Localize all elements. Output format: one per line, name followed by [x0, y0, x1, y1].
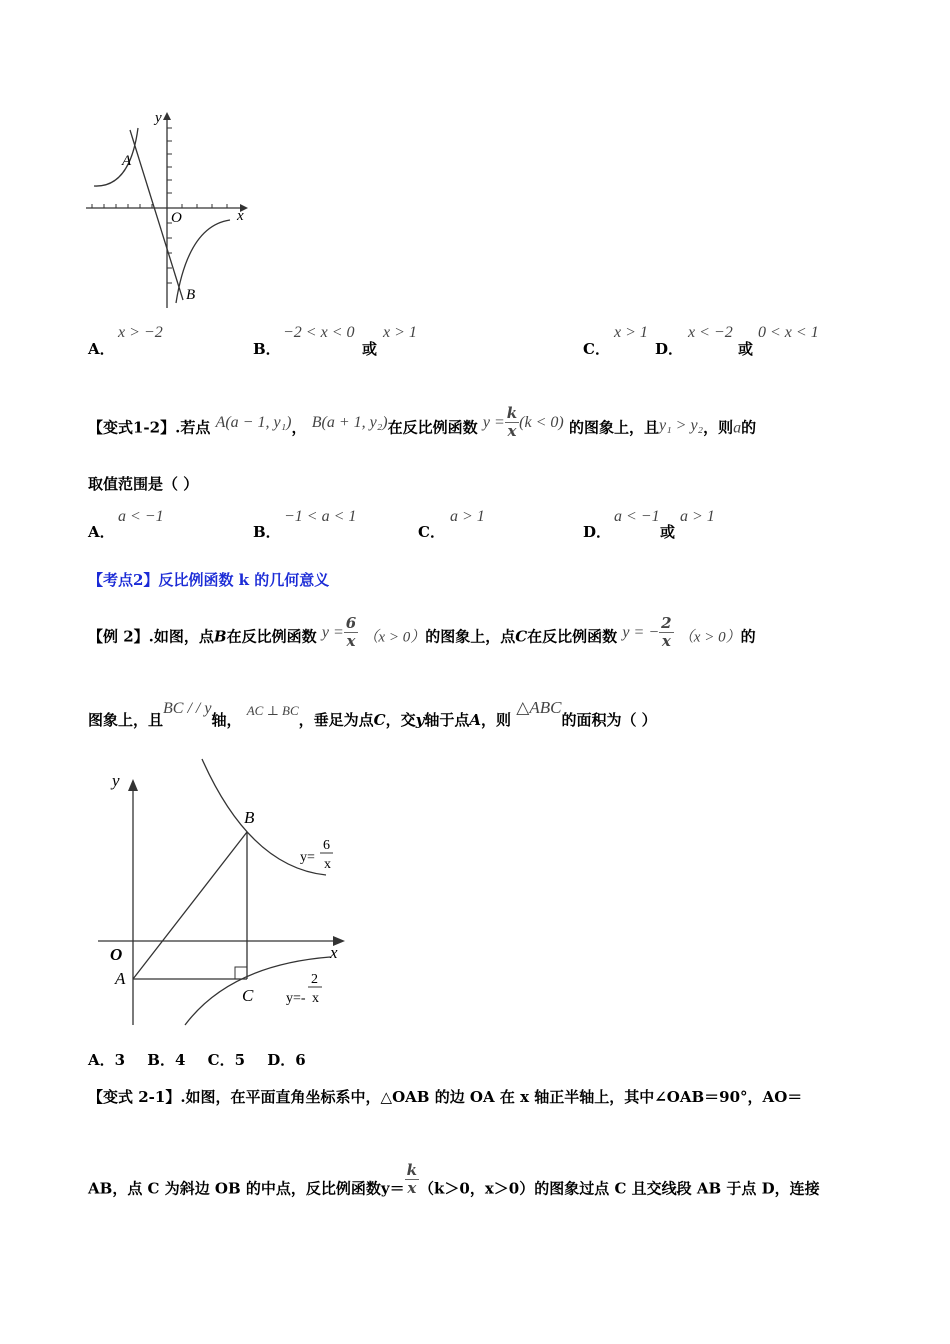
- q1-option-a-math: x > −2: [118, 324, 163, 341]
- v12-option-d-math2: a > 1: [680, 508, 715, 525]
- y-axis-arrow: [128, 779, 138, 791]
- fig2-f2-den: x: [312, 991, 319, 1006]
- v12-option-a[interactable]: A．: [88, 523, 115, 541]
- fig1-a-label: A: [122, 153, 132, 169]
- y-axis-arrow: [163, 112, 171, 120]
- example-2-line1: 【例 2】.如图，点B在反比例函数 y = $\frac{6}{x}$ （x > 0）的图象上，点C在反比例函数 y = − $\frac{2}{x}$ （x > 0）的: [88, 614, 756, 650]
- v12-option-a-math: a < −1: [118, 508, 164, 525]
- fig1-y-label: y: [155, 110, 162, 126]
- v12-option-d-math1: a < −1: [614, 508, 660, 525]
- figure-1-graph: [80, 108, 255, 313]
- variant-tag: 【变式1-2】: [88, 418, 176, 437]
- hyperbola-branch-upper: [94, 128, 138, 186]
- variant-2-1-line2: AB，点 C 为斜边 OB 的中点，反比例函数y＝ $\frac{k}{x}$ （k＞0，x＞0）的图象过点 C 且交线段 AB 于点 D，连接: [88, 1161, 820, 1198]
- fig2-y-label: y: [112, 771, 120, 790]
- fig2-o-label: O: [110, 945, 123, 964]
- q1-option-d-math2: 0 < x < 1: [758, 324, 819, 341]
- q1-option-d[interactable]: D．: [655, 340, 684, 358]
- fig1-o-label: O: [171, 210, 182, 226]
- q1-option-b-math2: x > 1: [383, 324, 417, 341]
- v12-option-b-math: −1 < a < 1: [284, 508, 357, 525]
- fig1-b-label: B: [186, 287, 196, 303]
- variant-1-2-line2: 取值范围是（ ）: [88, 475, 199, 493]
- q1-option-d-math1: x < −2: [688, 324, 733, 341]
- v12-option-b[interactable]: B．: [253, 523, 281, 541]
- section-heading-kaodian-2: 【考点2】反比例函数 k 的几何意义: [88, 571, 330, 589]
- point-b-expr: B(a + 1, y₂): [311, 413, 388, 431]
- v12-option-c-math: a > 1: [450, 508, 485, 525]
- q1-option-b-math1: −2 < x < 0: [283, 324, 355, 341]
- segment-ab: [133, 832, 247, 979]
- v12-option-d[interactable]: D．: [583, 523, 612, 541]
- fig2-c-label: C: [242, 986, 254, 1005]
- v12-option-c[interactable]: C．: [418, 523, 445, 541]
- fig2-b-label: B: [244, 808, 255, 827]
- hyperbola-branch-lower: [176, 220, 230, 303]
- q1-option-c-math: x > 1: [614, 324, 648, 341]
- y-inequality: y₁ > y₂: [658, 416, 704, 434]
- example-tag: 【例 2】: [88, 627, 149, 646]
- fig2-f1-prefix: y=: [300, 850, 315, 865]
- q1-option-b-or: 或: [362, 340, 378, 358]
- fig2-x-label: x: [330, 943, 338, 962]
- fig2-f1-den: x: [324, 857, 331, 872]
- q1-option-a[interactable]: A．: [88, 340, 115, 358]
- variant-2-1-line1: 【变式 2-1】.如图，在平面直角坐标系中，△OAB 的边 OA 在 x 轴正半轴上，其中∠OAB＝90°，AO＝: [88, 1088, 803, 1106]
- fig2-a-label: A: [115, 969, 126, 988]
- q1-option-c[interactable]: C．: [583, 340, 610, 358]
- variant-tag: 【变式 2-1】: [88, 1088, 181, 1106]
- point-a-expr: A(a − 1, y₁): [215, 413, 292, 431]
- fig2-f2-prefix: y=-: [286, 991, 306, 1006]
- q1-option-d-or: 或: [738, 340, 754, 358]
- fig1-x-label: x: [237, 208, 244, 224]
- variant-1-2-line1: 【变式1-2】.若点 A(a − 1, y₁)， B(a + 1, y₂)在反比例函数 y = $\frac{k}{x}$ (k < 0) 的图象上，且y₁ > y₂，则a的: [88, 404, 757, 440]
- curve-y-neg-2-over-x: [185, 957, 330, 1025]
- q1-option-b[interactable]: B．: [253, 340, 281, 358]
- fig2-f1-num: 6: [323, 838, 330, 853]
- example-2-line2: 图象上，且BC / / y轴， AC ⊥ BC，垂足为点C，交y轴于点A，则 △ABC的面积为（ ）: [88, 698, 657, 729]
- fig2-f2-num: 2: [311, 972, 318, 987]
- figure-2-graph: [90, 757, 360, 1029]
- v12-option-d-or: 或: [660, 523, 676, 541]
- example-2-options[interactable]: A．3 B．4 C．5 D．6: [88, 1051, 306, 1069]
